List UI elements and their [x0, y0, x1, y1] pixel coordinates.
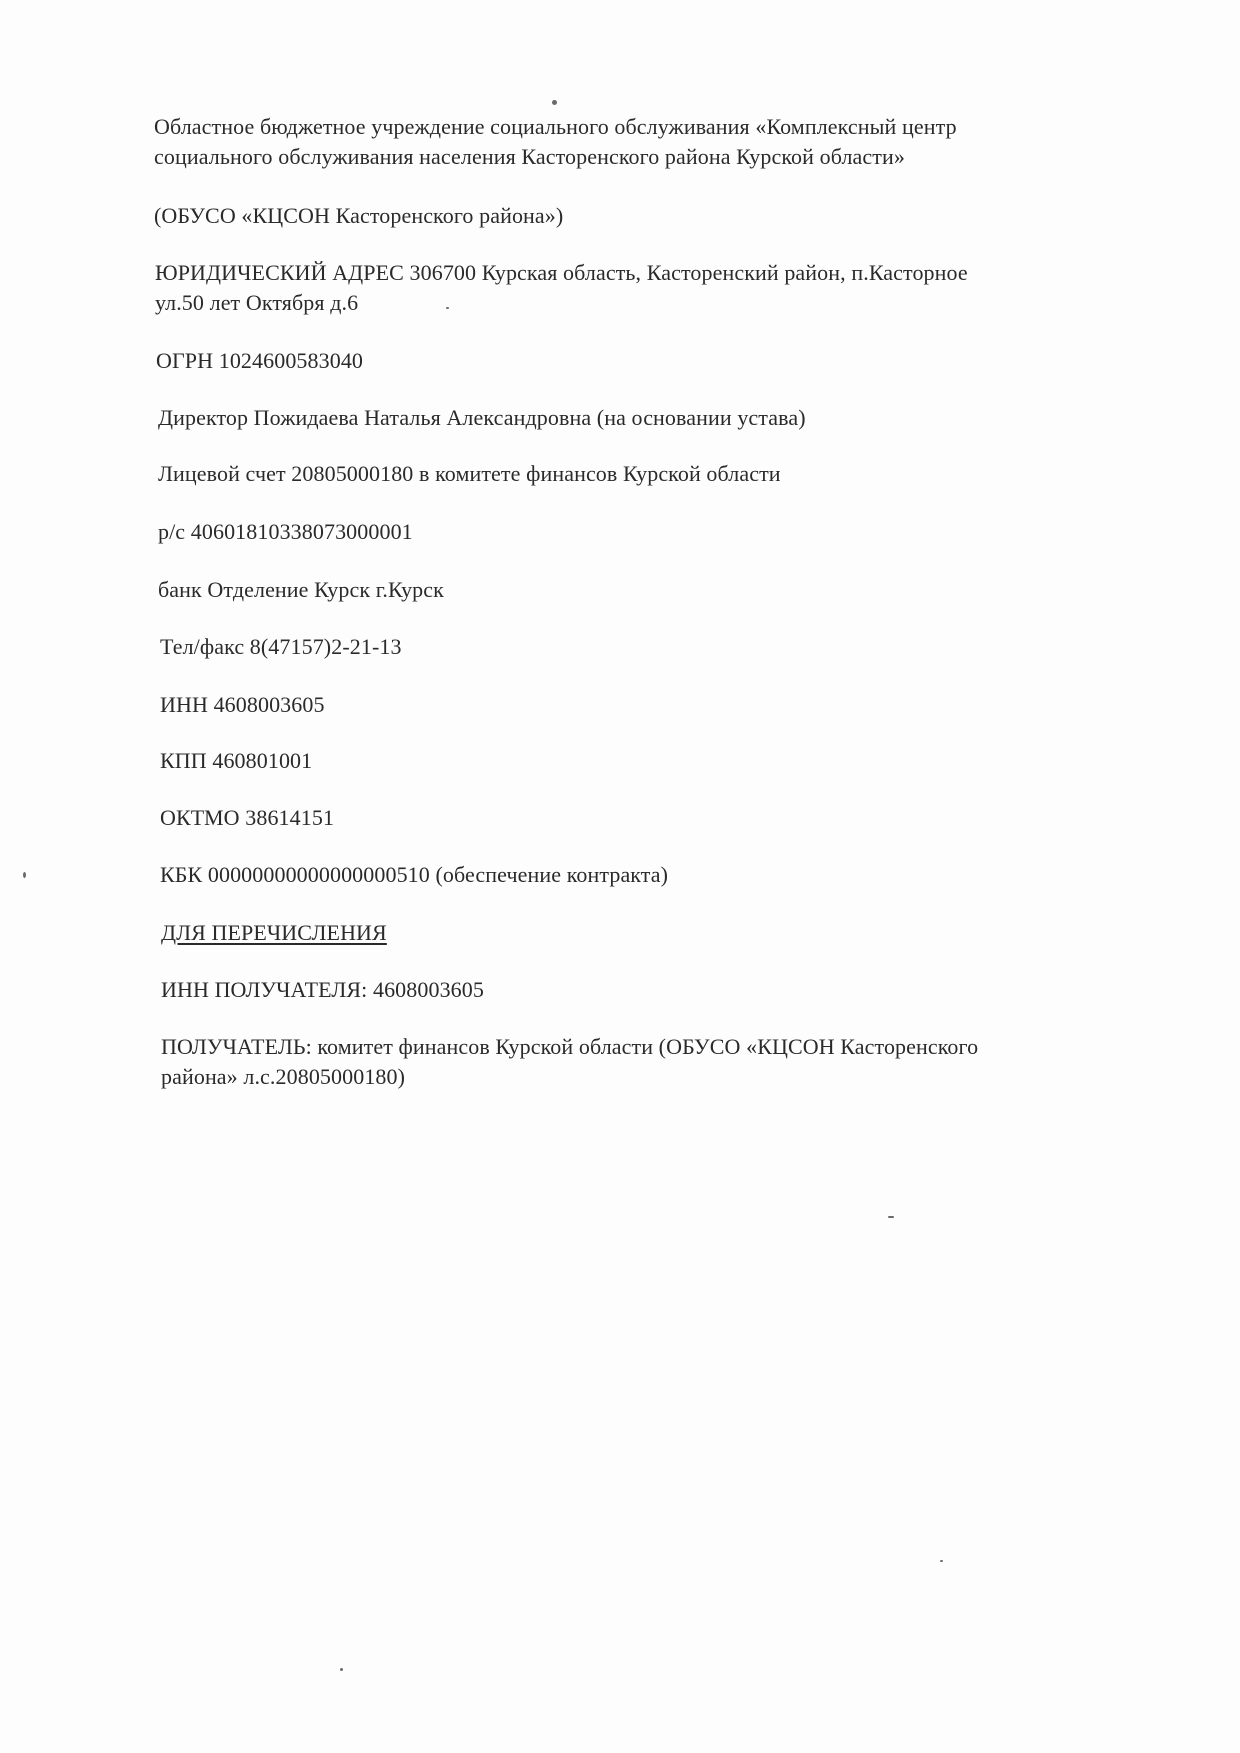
director: Директор Пожидаева Наталья Александровна (на основании устава)	[158, 405, 806, 430]
recipient-inn: ИНН ПОЛУЧАТЕЛЯ: 4608003605	[161, 977, 484, 1002]
scan-speck	[446, 307, 449, 309]
org-name-line-1: Областное бюджетное учреждение социального обслуживания «Комплексный центр	[154, 114, 957, 139]
scan-speck	[552, 100, 557, 105]
kbk: КБК 00000000000000000510 (обеспечение контракта)	[160, 862, 669, 887]
legal-address-line-1: ЮРИДИЧЕСКИЙ АДРЕС 306700 Курская область, Касторенский район, п.Касторное	[155, 260, 968, 285]
org-short-name: (ОБУСО «КЦСОН Касторенского района»)	[154, 203, 564, 228]
scan-speck	[940, 1560, 943, 1562]
org-name-line-2: социального обслуживания населения Касторенского района Курской области»	[154, 144, 905, 169]
settlement-account: р/с 40601810338073000001	[158, 519, 413, 544]
transfer-heading: ДЛЯ ПЕРЕЧИСЛЕНИЯ	[161, 920, 387, 945]
recipient-line-1: ПОЛУЧАТЕЛЬ: комитет финансов Курской области (ОБУСО «КЦСОН Касторенского	[161, 1034, 979, 1059]
inn: ИНН 4608003605	[160, 692, 325, 717]
phone-fax: Тел/факс 8(47157)2-21-13	[160, 634, 402, 659]
oktmo: ОКТМО 38614151	[160, 805, 335, 830]
scan-speck	[340, 1668, 343, 1671]
bank: банк Отделение Курск г.Курск	[158, 577, 444, 602]
scan-speck	[888, 1216, 894, 1218]
kpp: КПП 460801001	[160, 748, 313, 773]
legal-address-line-2: ул.50 лет Октября д.6	[155, 290, 359, 315]
recipient-line-2: района» л.с.20805000180)	[161, 1064, 406, 1089]
scan-speck	[23, 872, 26, 878]
ogrn: ОГРН 1024600583040	[156, 348, 364, 373]
personal-account: Лицевой счет 20805000180 в комитете финансов Курской области	[158, 461, 781, 486]
